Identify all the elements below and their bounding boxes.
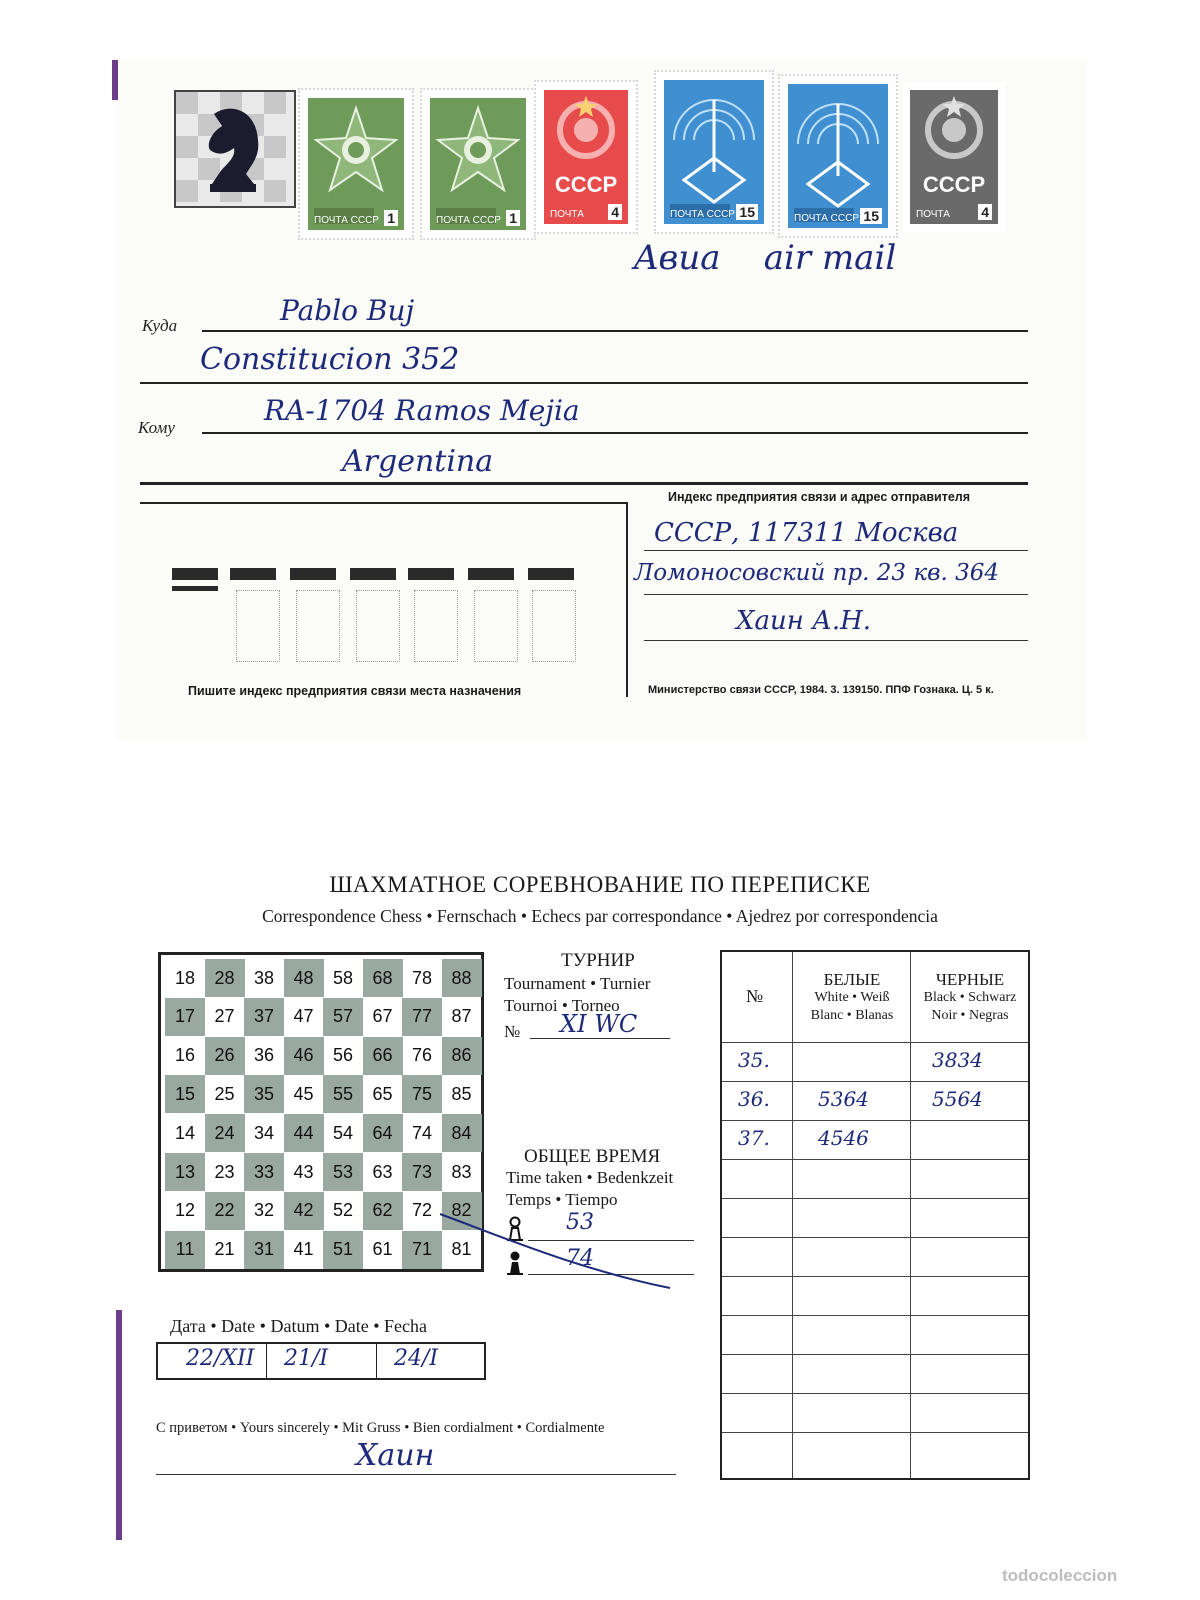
postcode-box[interactable] [356,590,400,662]
tournament-title: ТУРНИР [561,950,635,971]
board-square: 52 [332,1200,354,1221]
board-square: 54 [332,1122,354,1143]
move-row [722,1159,1028,1198]
board-square: 56 [332,1045,354,1066]
board-square: 57 [323,998,363,1036]
stamp-value: 1 [384,210,398,226]
chess-board [158,952,484,1272]
time-sub2: Temps • Tiempo [506,1190,618,1209]
stamp-face [430,98,526,230]
board-square: 24 [205,1114,245,1152]
board-square: 34 [253,1122,275,1143]
move-row [722,1276,1028,1315]
move-number: 37. [738,1126,770,1150]
coat-of-arms-icon [910,90,998,170]
move-white: 4546 [818,1126,869,1150]
sender-line-1: СССР, 117311 Москва [654,518,959,548]
board-square: 87 [451,1006,472,1027]
move-number: 36. [738,1087,770,1111]
card-title: ШАХМАТНОЕ СОРЕВНОВАНИЕ ПО ПЕРЕПИСКЕ [329,872,871,897]
address-line [140,482,1028,485]
board-square: 23 [214,1161,235,1182]
stamp-grey-arms [902,82,1006,232]
board-square: 43 [293,1161,314,1182]
date-1: 22/XII [186,1346,255,1371]
stamp-label: ПОЧТА [916,209,950,220]
board-square: 37 [244,998,284,1036]
board-square: 44 [284,1114,324,1152]
stamp-value: 4 [608,204,622,220]
sender-rule [644,594,1028,595]
board-square: 47 [293,1006,314,1027]
tournament-sub1: Tournament • Turnier [504,974,651,993]
to-label: Куда [142,316,178,335]
tournament-no-label: № [504,1022,521,1041]
tournament-sub2: Tournoi • Torneo [504,996,620,1015]
sender-header: Индекс предприятия связи и адрес отправителя [668,490,971,504]
board-square: 83 [451,1161,472,1182]
board-square: 36 [253,1045,275,1066]
moves-black-sub2: Noir • Negras [931,1008,1009,1023]
board-square: 53 [323,1153,363,1191]
stamp-value: 15 [736,204,758,220]
board-square: 38 [253,967,275,988]
stamp-satellite-2 [778,74,898,238]
stamp-order-1 [298,88,414,240]
envelope [116,60,1086,740]
postcode-box[interactable] [296,590,340,662]
board-square: 35 [244,1075,284,1113]
tournament-rule [530,1038,670,1039]
date-divider [266,1344,267,1378]
board-square: 65 [372,1083,393,1104]
board-square: 22 [205,1192,245,1230]
satellite-antenna-icon [664,80,764,224]
recipient-country: Argentina [342,444,494,479]
board-square: 48 [284,959,324,997]
board-square: 26 [205,1037,245,1075]
board-square: 85 [451,1083,472,1104]
stamp-country: СССР [922,172,986,197]
board-square: 81 [451,1239,472,1260]
stamp-face [544,90,628,224]
board-square: 33 [244,1153,284,1191]
date-3: 24/I [394,1346,439,1371]
time-black: 74 [566,1246,594,1271]
moves-table [720,950,1030,1480]
greeting: С приветом • Yours sincerely • Mit Gruss • Bien cordialment • Cordialmente [156,1420,605,1436]
board-square: 46 [284,1037,324,1075]
postcode-bar [290,568,336,580]
board-square: 28 [205,959,245,997]
stamp-value: 15 [860,208,882,224]
board-square: 67 [372,1006,393,1027]
board-square: 88 [442,959,482,997]
postcode-bar [172,586,218,591]
board-square: 45 [293,1083,314,1104]
air-mail-note: Aвиа air mail [634,238,897,278]
board-square: 12 [174,1200,196,1221]
board-square: 66 [363,1037,403,1075]
sender-line-3: Хаин А.Н. [736,606,872,636]
board-square: 63 [372,1161,393,1182]
board-square: 61 [372,1239,393,1260]
move-row [722,1237,1028,1276]
recipient-name: Pablo Buj [280,294,415,327]
stamp-value: 4 [978,204,992,220]
board-square: 41 [293,1239,314,1260]
stamp-country: СССР [554,172,618,197]
postcode-hint: Пишите индекс предприятия связи места назначения [188,684,522,698]
time-sub1: Time taken • Bedenkzeit [506,1168,674,1187]
postcode-bar [408,568,454,580]
edge-mark [116,1310,122,1540]
board-square: 11 [165,1231,205,1269]
board-square: 31 [244,1231,284,1269]
board-square: 32 [253,1200,275,1221]
board-square: 15 [165,1075,205,1113]
sender-rule [644,640,1028,641]
recipient-city: RA-1704 Ramos Mejia [264,394,580,427]
date-divider [376,1344,377,1378]
whom-label: Кому [138,418,175,437]
board-square: 84 [442,1114,482,1152]
board-square: 71 [402,1231,442,1269]
board-square: 55 [323,1075,363,1113]
move-row [722,1393,1028,1432]
move-black: 5564 [932,1087,983,1111]
stamp-red-arms [534,80,638,234]
signature-rule [156,1474,676,1475]
postcode-bar [528,568,574,580]
board-square: 82 [442,1192,482,1230]
board-square: 73 [402,1153,442,1191]
tournament-number: XI WC [560,1010,638,1038]
address-line [202,432,1028,434]
signature: Хаин [356,1438,435,1473]
move-number: 35. [738,1048,770,1072]
board-square: 18 [174,967,196,988]
moves-white-header: БЕЛЫЕ [823,970,881,989]
stamp-label: ПОЧТА СССР [314,215,379,226]
move-row [722,1315,1028,1354]
moves-white-sub1: White • Weiß [814,990,890,1005]
board-square: 86 [442,1037,482,1075]
divider [140,502,626,504]
recipient-street: Constitucion 352 [200,342,460,377]
chess-knight-icon [176,92,290,202]
printer-note: Министерство связи СССР, 1984. 3. 139150. ППФ Гознака. Ц. 5 к. [648,684,994,696]
board-square: 13 [165,1153,205,1191]
postcode-box[interactable] [532,590,576,662]
stamp-label: ПОЧТА СССР [436,215,501,226]
board-square: 78 [411,967,433,988]
move-row [722,1432,1028,1471]
time-title: ОБЩЕЕ ВРЕМЯ [524,1146,661,1167]
board-square: 42 [284,1192,324,1230]
postcode-bar [468,568,514,580]
stamp-value: 1 [506,210,520,226]
moves-black-sub1: Black • Schwarz [923,990,1017,1005]
board-square: 14 [174,1122,196,1143]
coat-of-arms-icon [544,90,628,170]
board-square: 16 [174,1045,196,1066]
board-square: 62 [363,1192,403,1230]
postcode-bar [172,568,218,580]
moves-no-header: № [746,986,764,1006]
sender-line-2: Ломоносовский пр. 23 кв. 364 [634,560,1000,586]
board-square: 51 [323,1231,363,1269]
stamp-face [664,80,764,224]
postcode-box[interactable] [414,590,458,662]
stamp-face [910,90,998,224]
postcode-bar [230,568,276,580]
address-line [202,330,1028,332]
move-row [722,1198,1028,1237]
stamp-label: ПОЧТА СССР [794,213,859,224]
board-square: 74 [411,1122,433,1143]
watermark: todocoleccion [1002,1566,1118,1585]
moves-black-header: ЧЕРНЫЕ [935,970,1005,989]
divider [626,502,628,697]
chess-card [120,870,1080,1540]
stamp-order-2 [420,88,536,240]
board-square: 76 [411,1045,433,1066]
sender-rule [644,550,1028,551]
stamp-satellite-1 [654,70,774,234]
board-square: 68 [363,959,403,997]
move-black: 3834 [932,1048,983,1072]
moves-white-sub2: Blanc • Blanas [810,1008,894,1023]
date-2: 21/I [284,1346,329,1371]
postcode-box[interactable] [236,590,280,662]
board-square: 72 [411,1200,433,1221]
stamp-face [788,84,888,228]
address-line [140,382,1028,384]
board-square: 21 [214,1239,235,1260]
postcode-bar [350,568,396,580]
pen-stroke [440,1206,680,1296]
board-square: 77 [402,998,442,1036]
board-square: 64 [363,1114,403,1152]
time-white: 53 [566,1210,594,1235]
edge-mark [112,60,118,100]
date-boxes [156,1342,486,1380]
move-white: 5364 [818,1087,869,1111]
stamp-label: ПОЧТА [550,209,584,220]
postcode-box[interactable] [474,590,518,662]
date-label: Дата • Date • Datum • Date • Fecha [170,1316,428,1336]
card-subtitle: Correspondence Chess • Fernschach • Echecs par correspondance • Ajedrez por correspondencia [262,906,938,926]
move-row [722,1354,1028,1393]
stamp-face [308,98,404,230]
satellite-antenna-icon [788,84,888,228]
chess-knight-stamp [174,90,296,208]
board-square: 75 [402,1075,442,1113]
board-square: 17 [165,998,205,1036]
board-square: 25 [214,1083,235,1104]
board-square: 27 [214,1006,235,1027]
board-square: 58 [332,967,354,988]
stamp-label: ПОЧТА СССР [670,209,735,220]
